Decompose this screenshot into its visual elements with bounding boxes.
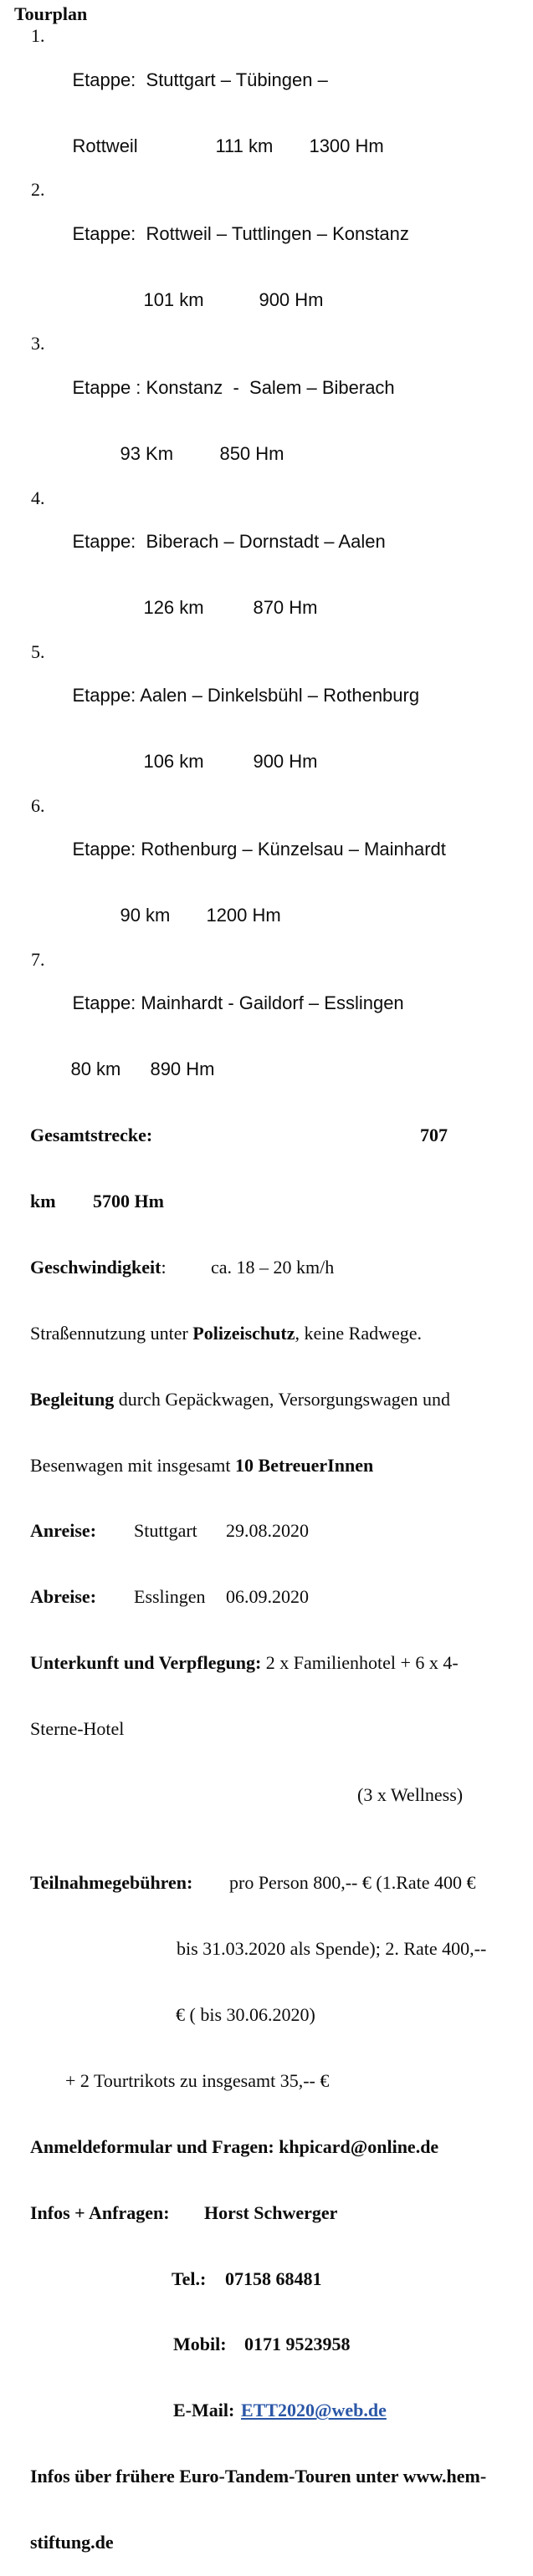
stage-1-number: 1. — [31, 25, 45, 47]
stage-2-number: 2. — [31, 179, 45, 201]
stage-5-number: 5. — [31, 640, 45, 662]
jerseys-text: + 2 Tourtrikots zu insgesamt 35,-- € — [65, 2069, 330, 2091]
fees-value: pro Person 800,-- € (1.Rate 400 € — [229, 1872, 476, 1894]
stage-4-distance: 126 km — [143, 597, 204, 619]
total-distance-line — [0, 1103, 533, 1169]
stage-1-elevation: 1300 Hm — [309, 135, 384, 156]
stage-4-number: 4. — [31, 487, 45, 508]
stage-6-elevation: 1200 Hm — [206, 905, 281, 926]
escort-label: Begleitung — [30, 1388, 115, 1410]
arrival-date: 29.08.2020 — [226, 1520, 309, 1542]
total-distance-unit: km — [30, 1191, 56, 1212]
fees-line-2 — [0, 1916, 533, 1982]
stage-7-elevation: 890 Hm — [150, 1058, 215, 1080]
registration-line — [0, 2114, 533, 2181]
speed-line — [0, 1235, 533, 1301]
stage-3-route-line — [0, 333, 533, 421]
stage-2-route: Etappe: Rottweil – Tuttlingen – Konstanz — [72, 222, 409, 244]
stage-5-route: Etappe: Aalen – Dinkelsbühl – Rothenburg — [72, 685, 420, 706]
speed-value: ca. 18 – 20 km/h — [211, 1256, 335, 1278]
stage-2-elevation: 900 Hm — [259, 288, 324, 310]
wellness-note: (3 x Wellness) — [357, 1784, 464, 1806]
footer-text-2: stiftung.de — [30, 2532, 114, 2553]
fees-value-2: bis 31.03.2020 als Spende); 2. Rate 400,-- — [177, 1938, 487, 1960]
accommodation-value-2: Sterne-Hotel — [30, 1718, 125, 1740]
stage-4-route-line — [0, 487, 533, 575]
mobile-line — [0, 2312, 533, 2378]
stage-4-elevation: 870 Hm — [253, 597, 318, 619]
registration-text: Anmeldeformular und Fragen: khpicard@online.de — [30, 2135, 439, 2157]
fees-line-3 — [0, 1982, 533, 2048]
info-contact-label: Infos + Anfragen: — [30, 2201, 170, 2223]
departure-label: Abreise: — [30, 1586, 97, 1608]
footer-line — [0, 2444, 533, 2510]
stage-3-number: 3. — [31, 333, 45, 355]
stage-3-route: Etappe : Konstanz - Salem – Biberach — [72, 377, 395, 399]
info-contact-name: Horst Schwerger — [204, 2201, 338, 2223]
stage-2-route-line — [0, 179, 533, 267]
stage-6-route-line — [0, 795, 533, 883]
arrival-city: Stuttgart — [134, 1520, 197, 1542]
speed-colon: : — [161, 1256, 167, 1278]
jerseys-line — [0, 2048, 533, 2114]
stage-5-route-line — [0, 641, 533, 729]
stage-1-distance: 111 km — [215, 135, 274, 156]
stage-7-distance: 80 km — [70, 1058, 121, 1080]
escort-line-2 — [0, 1432, 533, 1498]
total-elevation-value: 5700 Hm — [93, 1191, 164, 1212]
fees-line — [0, 1850, 533, 1916]
stage-6-number: 6. — [31, 794, 45, 816]
email-label: E-Mail: — [173, 2400, 235, 2421]
phone-line — [0, 2246, 533, 2312]
escort-line — [0, 1366, 533, 1432]
stage-6-distance: 90 km — [120, 905, 171, 926]
footer-text: Infos über frühere Euro-Tandem-Touren unter www.hem- — [30, 2466, 487, 2487]
blank-line — [0, 1829, 533, 1850]
stage-3-distance: 93 Km — [120, 442, 174, 464]
stage-4-route: Etappe: Biberach – Dornstadt – Aalen — [72, 531, 386, 553]
escort-text: durch Gepäckwagen, Versorgungswagen und — [114, 1388, 451, 1410]
accommodation-line — [0, 1630, 533, 1696]
mobile-label: Mobil: — [173, 2334, 227, 2355]
stage-2-stats-line — [0, 268, 533, 334]
mobile-value: 0171 9523958 — [244, 2334, 351, 2355]
stage-7-route-line — [0, 949, 533, 1037]
stage-1-route: Etappe: Stuttgart – Tübingen – — [72, 69, 328, 90]
speed-label: Geschwindigkeit — [30, 1256, 161, 1278]
email-link[interactable]: ETT2020@web.de — [241, 2400, 387, 2421]
police-protection-text: Polizeischutz — [192, 1322, 295, 1344]
stage-7-route: Etappe: Mainhardt - Gaildorf – Esslingen — [72, 992, 404, 1014]
wellness-line — [0, 1762, 533, 1829]
accommodation-value: 2 x Familienhotel + 6 x 4- — [261, 1652, 459, 1674]
road-use-text: Straßennutzung unter — [30, 1322, 193, 1344]
accommodation-label: Unterkunft und Verpflegung: — [30, 1652, 262, 1674]
total-distance-value: 707 — [420, 1125, 448, 1146]
total-distance-label: Gesamtstrecke: — [30, 1125, 153, 1146]
document-title: Tourplan — [14, 3, 88, 24]
stage-4-stats-line — [0, 575, 533, 641]
road-use-line — [0, 1301, 533, 1367]
info-contact-line — [0, 2180, 533, 2246]
arrival-label: Anreise: — [30, 1520, 97, 1542]
road-use-text-end: , keine Radwege. — [295, 1322, 422, 1344]
stage-6-stats-line — [0, 883, 533, 949]
stage-1-continuation: Rottweil — [72, 135, 138, 156]
stage-2-distance: 101 km — [143, 288, 204, 310]
stage-6-route: Etappe: Rothenburg – Künzelsau – Mainhardt — [72, 839, 446, 860]
stage-3-elevation: 850 Hm — [219, 442, 284, 464]
arrival-line — [0, 1498, 533, 1564]
accommodation-line-2 — [0, 1696, 533, 1762]
footer-line-2 — [0, 2510, 533, 2576]
stage-5-stats-line — [0, 729, 533, 795]
stage-7-stats-line — [0, 1037, 533, 1103]
fees-label: Teilnahmegebühren: — [30, 1872, 193, 1894]
caretakers-count: 10 BetreuerInnen — [235, 1454, 374, 1476]
stage-1-stats-line — [0, 113, 533, 179]
departure-line — [0, 1564, 533, 1630]
stage-5-elevation: 900 Hm — [253, 751, 318, 773]
stage-5-distance: 106 km — [143, 751, 204, 773]
phone-value: 07158 68481 — [225, 2267, 322, 2289]
fees-value-3: € ( bis 30.06.2020) — [176, 2004, 315, 2026]
departure-date: 06.09.2020 — [226, 1586, 309, 1608]
total-distance-line-2 — [0, 1169, 533, 1235]
escort-text-2: Besenwagen mit insgesamt — [30, 1454, 236, 1476]
stage-3-stats-line — [0, 421, 533, 487]
email-line — [0, 2378, 533, 2444]
stage-1-route-line — [0, 25, 533, 113]
stage-7-number: 7. — [31, 948, 45, 970]
phone-label: Tel.: — [172, 2267, 207, 2289]
departure-city: Esslingen — [134, 1586, 206, 1608]
